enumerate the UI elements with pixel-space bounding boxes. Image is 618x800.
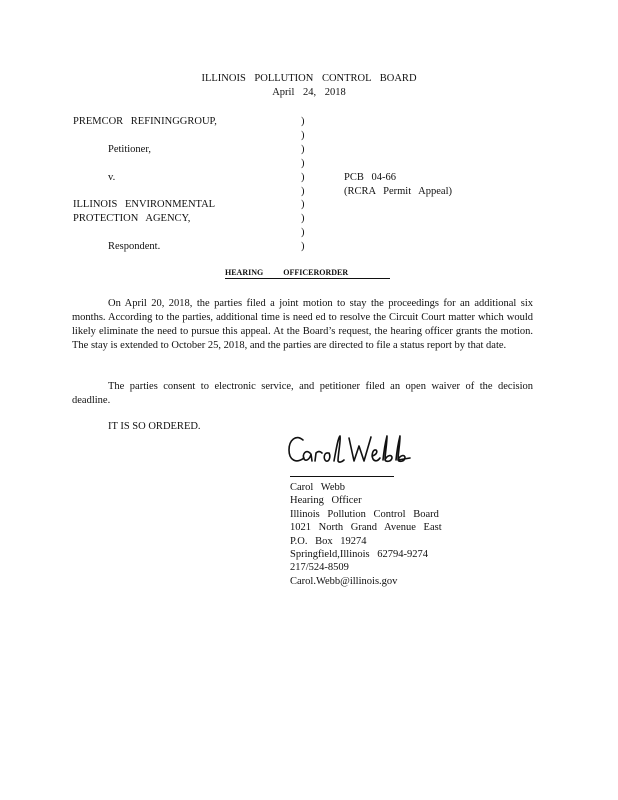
signer-email[interactable]: Carol.Webb@illinois.gov [290,575,398,587]
respondent-line1: ILLINOIS ENVIRONMENTAL [73,199,216,210]
closing-statement: IT IS SO ORDERED. [108,421,201,432]
paren: ) [301,116,305,127]
agency-name: ILLINOIS POLLUTION CONTROL BOARD [201,73,417,84]
paren: ) [301,213,305,224]
signer-phone: 217/524-8509 [290,562,349,574]
paren: ) [301,172,305,183]
petitioner-role: Petitioner, [108,144,152,155]
signer-address: 1021 North Grand Avenue East [290,522,442,534]
order-title: HEARING OFFICERORDER [225,268,390,279]
signature-line [290,476,394,477]
case-number: PCB 04-66 [344,172,396,183]
signer-city: Springfield,Illinois 62794-9274 [290,549,428,561]
signer-organization: Illinois Pollution Control Board [290,508,439,520]
order-paragraph-1: On April 20, 2018, the parties filed a joint motion to stay the proceedings for an additional six months. According to the parties, additional time is need ed to resolve the Circuit Court matter which would likely eliminate the need to pursue this appeal. At the Board’s request, the hearing officer grants the motion. The stay is extended to October 25, 2018, and the parties are directed to file a status report by that date. [72,298,533,351]
signer-title: Hearing Officer [290,495,362,507]
paren: ) [301,199,305,210]
signature-block [290,481,442,588]
handwritten-signature [286,428,416,472]
respondent-line2: PROTECTION AGENCY, [73,213,191,224]
paren: ) [301,227,305,238]
paren: ) [301,130,305,141]
paren: ) [301,158,305,169]
versus: v. [108,172,116,183]
order-date: April 24, 2018 [272,87,346,98]
signer-po-box: P.O. Box 19274 [290,535,367,547]
paren: ) [301,186,305,197]
paren: ) [301,144,305,155]
petitioner-name: PREMCOR REFININGGROUP, [73,116,217,127]
signer-name: Carol Webb [290,482,345,493]
respondent-role: Respondent. [108,241,161,252]
order-paragraph-2: The parties consent to electronic service, and petitioner filed an open waiver of the decision deadline. [72,381,533,406]
case-type: (RCRA Permit Appeal) [344,186,452,197]
paren: ) [301,241,305,252]
